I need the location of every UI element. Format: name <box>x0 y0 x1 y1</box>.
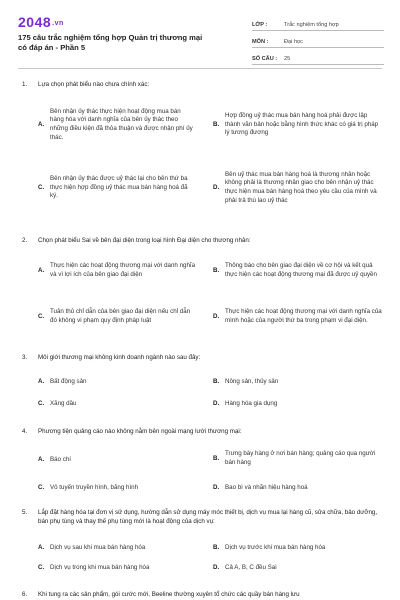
question-text: Chọn phát biểu Sai về bên đại diện trong loại hình Đại diện cho thương nhân: <box>38 237 251 244</box>
option-text: Cả A, B, C đều Sai <box>225 563 277 571</box>
meta-class-value: Trắc nghiệm tổng hợp <box>284 22 339 28</box>
option-text: Thực hiện các hoạt động thương mại với danh nghĩa và vì lợi ích của bên giao đại diện <box>50 262 196 278</box>
option-b[interactable] <box>213 446 383 472</box>
option-text: Bất động sản <box>50 377 87 385</box>
question-text: Lắp đặt hàng hóa tại đơn vị sử dụng, hướng dẫn sử dụng máy móc thiết bị, dịch vụ mua lại hàng cũ, sửa chữa, bảo dưỡng, bán phụ tùng và thay thế phụ tùng mới là hoạt động của dịch vụ: <box>38 509 378 525</box>
question-5-head <box>22 509 384 526</box>
option-letter: C. <box>38 183 45 191</box>
option-d[interactable] <box>213 299 383 335</box>
question-5 <box>22 509 384 526</box>
option-letter: B. <box>213 266 220 274</box>
meta-subject <box>252 31 384 48</box>
option-letter: A. <box>38 455 45 463</box>
option-text: Trưng bày hàng ở nơi bán hàng; quảng cáo qua người bán hàng <box>225 450 376 466</box>
meta-count-value: 25 <box>284 56 291 62</box>
question-1-head <box>22 81 384 90</box>
option-text: Hàng hóa gia dụng <box>225 399 278 407</box>
option-letter: A. <box>38 377 45 385</box>
document-meta <box>252 14 384 65</box>
site-logo[interactable] <box>18 14 64 30</box>
question-6-head <box>22 591 384 600</box>
option-d[interactable] <box>213 482 383 494</box>
meta-class-label: LỚP : <box>252 22 268 28</box>
option-c[interactable] <box>38 562 196 574</box>
option-c[interactable] <box>38 299 196 335</box>
question-3-head <box>22 354 384 363</box>
option-c[interactable] <box>38 398 196 410</box>
meta-subject-value: Đại học <box>284 39 303 45</box>
option-text: Dịch vụ trước khi mua bán hàng hóa <box>225 543 326 551</box>
option-text: Thực hiện các hoạt động thương mại với danh nghĩa của mình hoặc của người thứ ba trong phạm vi đại diện. <box>225 308 382 324</box>
option-text: Nông sản, thủy sản <box>225 377 279 385</box>
option-letter: A. <box>38 266 45 274</box>
option-letter: C. <box>38 563 45 571</box>
option-c[interactable] <box>38 482 196 494</box>
option-b[interactable] <box>213 542 383 554</box>
meta-count <box>252 48 384 65</box>
question-1 <box>22 81 384 90</box>
question-number: 4. <box>22 428 28 435</box>
option-letter: A. <box>38 120 45 128</box>
document-title: 175 câu trắc nghiệm tổng hợp Quản trị thương mại có đáp án - Phần 5 <box>18 33 203 52</box>
option-text: Xăng dầu <box>50 399 77 407</box>
option-d[interactable] <box>213 158 383 218</box>
meta-subject-label: MÔN : <box>252 39 269 45</box>
option-text: Tuân thủ chỉ dẫn của bên giao đại diện nếu chỉ dẫn đó không vi phạm quy định pháp luật <box>50 308 191 324</box>
option-a[interactable] <box>38 450 196 470</box>
option-letter: A. <box>38 543 45 551</box>
question-number: 1. <box>22 81 28 88</box>
option-letter: C. <box>38 312 45 320</box>
question-text: Phương tiện quảng cáo nào không nằm bên ngoài mạng lưới thương mại: <box>38 428 242 435</box>
option-text: Bên uỷ thác mua bán hàng hoá là thương nhân hoặc không phải là thương nhân giao cho bên nhận uỷ thác thực hiện mua bán hàng hoá theo yêu cầu của mình và phải trả thù lao uỷ thác <box>225 170 377 204</box>
option-a[interactable] <box>38 542 196 554</box>
option-letter: B. <box>213 120 220 128</box>
logo-suffix: .vn <box>52 19 64 27</box>
meta-count-label: SỐ CÂU : <box>252 56 278 62</box>
option-d[interactable] <box>213 398 383 410</box>
question-2-head <box>22 237 384 246</box>
option-a[interactable] <box>38 376 196 388</box>
question-text: Môi giới thương mại không kinh doanh ngành nào sau đây: <box>38 354 201 361</box>
option-b[interactable] <box>213 253 383 289</box>
option-a[interactable] <box>38 100 196 150</box>
option-b[interactable] <box>213 100 383 150</box>
question-2 <box>22 237 384 246</box>
option-letter: B. <box>213 377 220 385</box>
question-number: 5. <box>22 509 28 516</box>
option-text: Bao bì và nhãn hiệu hàng hoá <box>225 483 308 491</box>
option-letter: B. <box>213 543 220 551</box>
option-letter: C. <box>38 399 45 407</box>
option-letter: D. <box>213 483 220 491</box>
option-text: Báo chí <box>50 455 71 463</box>
option-letter: D. <box>213 183 220 191</box>
question-4-head <box>22 428 384 437</box>
question-3 <box>22 354 384 363</box>
option-c[interactable] <box>38 158 196 218</box>
option-d[interactable] <box>213 562 383 574</box>
option-text: Bên nhận ủy thác thực hiện hoạt động mua bán hàng hóa với danh nghĩa của bên ủy thác theo những điều kiện đã thỏa thuận và được nhận phí ủy thác. <box>50 107 193 141</box>
option-b[interactable] <box>213 376 383 388</box>
option-letter: C. <box>38 483 45 491</box>
question-number: 6. <box>22 591 28 598</box>
question-number: 2. <box>22 237 28 244</box>
option-text: Vô tuyến truyền hình, băng hình <box>50 483 139 491</box>
option-text: Thông báo cho bên giao đại diện về cơ hội và kết quả thực hiện các hoạt động thương mại đã được uỷ quyền <box>225 262 377 278</box>
option-text: Dịch vụ trong khi mua bán hàng hóa <box>50 563 150 571</box>
option-letter: D. <box>213 399 220 407</box>
question-text: Khi tung ra các sản phẩm, gói cước mới, Beeline thường xuyên tổ chức các quầy bán hàng lưu <box>38 591 300 598</box>
header-divider <box>18 68 382 69</box>
option-text: Dịch vụ sau khi mua bán hàng hóa <box>50 543 146 551</box>
option-letter: D. <box>213 312 220 320</box>
option-a[interactable] <box>38 253 196 289</box>
question-4 <box>22 428 384 437</box>
option-letter: B. <box>213 454 220 462</box>
question-text: Lựa chọn phát biểu nào chưa chính xác: <box>38 81 150 88</box>
question-number: 3. <box>22 354 28 361</box>
question-6 <box>22 591 384 600</box>
option-text: Bên nhận ủy thác được uỷ thác lại cho bên thứ ba thực hiện hợp đồng uỷ thác mua bán hàng hoá đã ký. <box>50 175 188 200</box>
meta-class <box>252 14 384 31</box>
option-text: Hợp đồng uỷ thác mua bán hàng hoá phải được lập thành văn bản hoặc bằng hình thức khác có giá trị pháp lý tương đương <box>225 112 379 137</box>
option-letter: D. <box>213 563 220 571</box>
logo-text: 2048 <box>18 14 52 30</box>
